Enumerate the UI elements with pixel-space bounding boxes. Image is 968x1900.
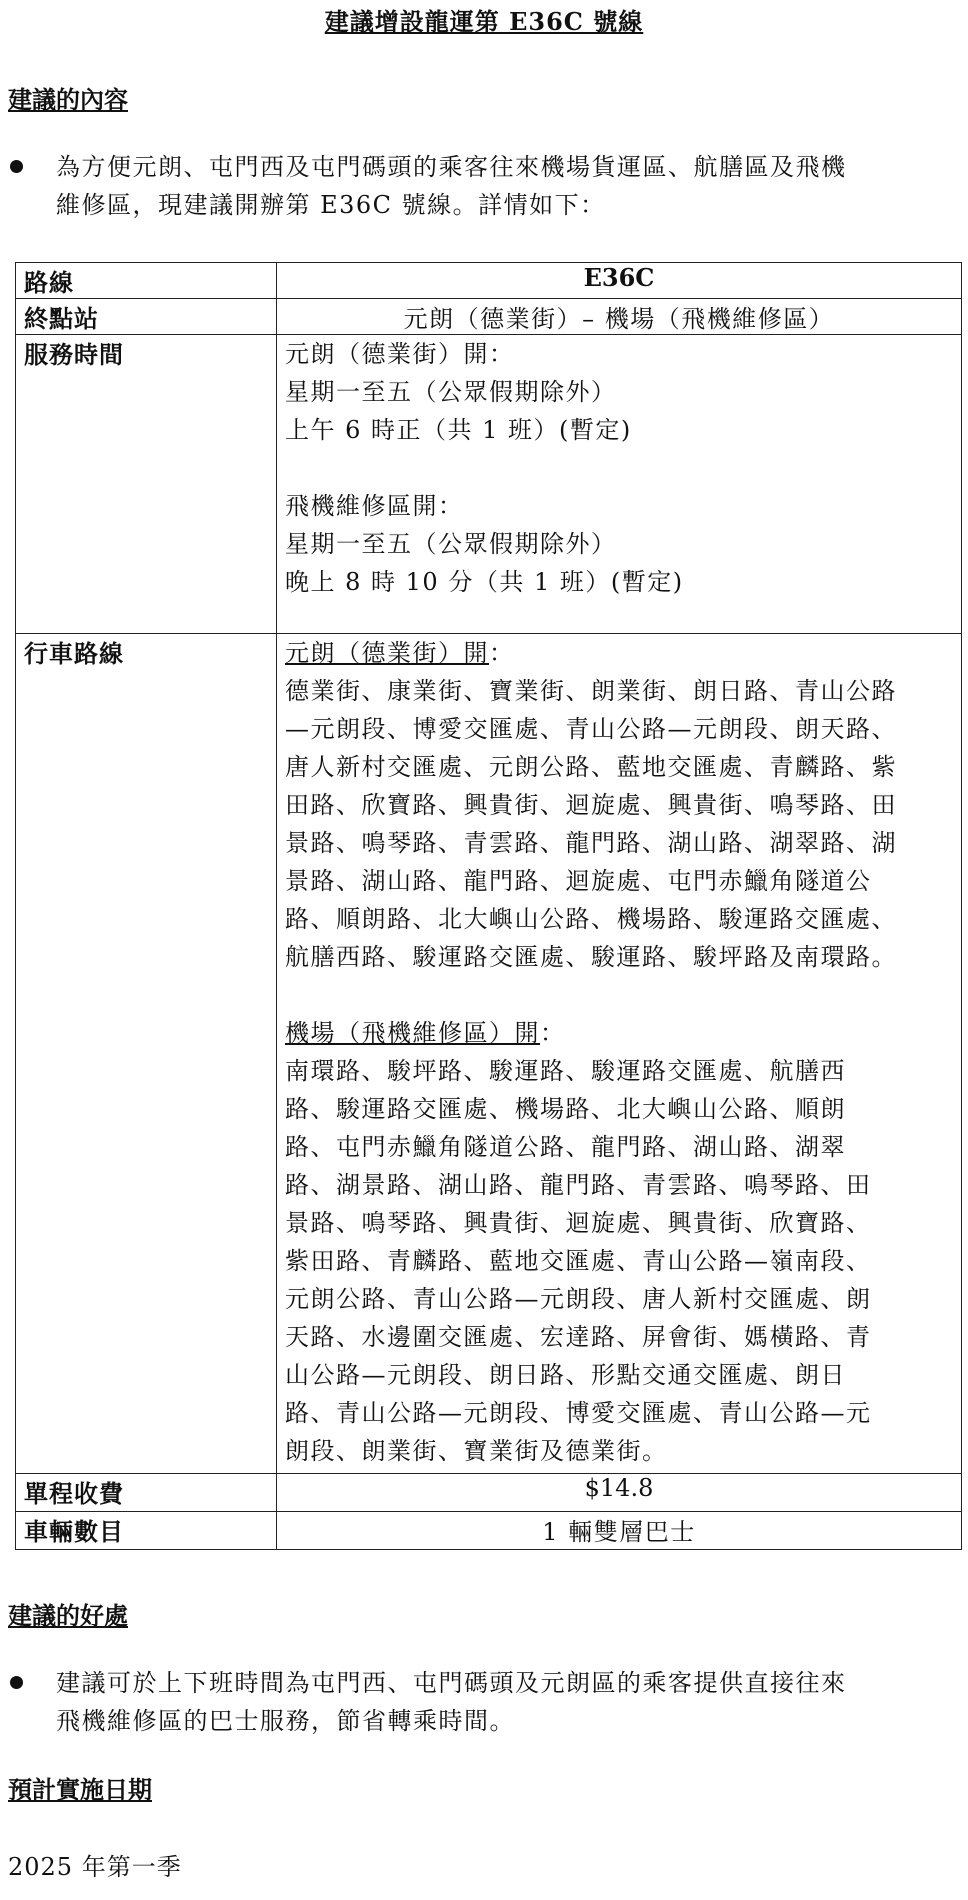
route-value: E36C [277,263,962,299]
routing-a-line: 景路、湖山路、龍門路、迴旋處、屯門赤鱲角隧道公 [285,867,872,895]
routing-b-line: 路、湖景路、湖山路、龍門路、青雲路、鳴琴路、田 [285,1171,872,1199]
intro-line-1: 為方便元朗、屯門西及屯門碼頭的乘客往來機場貨運區、航膳區及飛機 [56,153,847,181]
routing-b-line: 路、屯門赤鱲角隧道公路、龍門路、湖山路、湖翠 [285,1133,846,1161]
benefit-line-1: 建議可於上下班時間為屯門西、屯門碼頭及元朗區的乘客提供直接往來 [56,1669,847,1697]
table-row-route [16,263,962,299]
bullet-icon [10,160,23,173]
document-title: 建議增設龍運第 E36C 號線 [324,7,644,36]
routing-b-line: 景路、鳴琴路、興貴街、迴旋處、興貴街、欣寶路、 [285,1209,872,1237]
hours-b-origin: 飛機維修區開： [285,492,464,520]
routing-a-colon: ： [489,639,515,667]
routing-label: 行車路線 [16,634,277,1474]
routing-a-origin: 元朗（德業街）開 [285,639,489,667]
routing-a-line: 德業街、康業街、寶業街、朗業街、朗日路、青山公路 [285,677,897,705]
table-row-terminal [16,299,962,335]
table-row-vehicles [16,1512,962,1550]
routing-a-line: 航膳西路、駿運路交匯處、駿運路、駿坪路及南環路。 [285,943,897,971]
routing-b-line: 路、青山公路—元朗段、博愛交匯處、青山公路—元 [285,1399,872,1427]
hours-a-days: 星期一至五（公眾假期除外） [285,378,617,406]
section-heading-content: 建議的內容 [8,85,128,114]
route-details-table [15,262,962,1550]
routing-a-line: 田路、欣寶路、興貴街、迴旋處、興貴街、鳴琴路、田 [285,791,897,819]
routing-b-line: 南環路、駿坪路、駿運路、駿運路交匯處、航膳西 [285,1057,846,1085]
intro-line-2: 維修區，現建議開辦第 E36C 號線。詳情如下： [56,191,606,219]
route-label: 路線 [16,263,277,299]
implementation-date: 2025 年第一季 [8,1853,182,1881]
vehicles-label: 車輛數目 [16,1512,277,1550]
routing-value [277,634,962,1474]
hours-a-time: 上午 6 時正（共 1 班）(暫定) [285,416,632,444]
terminal-value: 元朗（德業街）– 機場（飛機維修區） [277,299,962,335]
table-row-fare [16,1474,962,1512]
routing-a-line: 景路、鳴琴路、青雲路、龍門路、湖山路、湖翠路、湖 [285,829,897,857]
routing-a-line: 唐人新村交匯處、元朗公路、藍地交匯處、青麟路、紫 [285,753,897,781]
hours-a-origin: 元朗（德業街）開： [285,340,515,368]
fare-value: $14.8 [277,1474,962,1512]
routing-b-line: 朗段、朗業街、寶業街及德業街。 [285,1437,668,1465]
intro-bullet [10,148,950,224]
routing-a-line: 路、順朗路、北大嶼山公路、機場路、駿運路交匯處、 [285,905,897,933]
section-heading-date: 預計實施日期 [8,1775,152,1804]
routing-b-line: 山公路—元朗段、朗日路、形點交通交匯處、朗日 [285,1361,846,1389]
routing-b-line: 天路、水邊圍交匯處、宏達路、屏會街、媽橫路、青 [285,1323,872,1351]
section-heading-benefits: 建議的好處 [8,1601,128,1630]
routing-b-line: 路、駿運路交匯處、機場路、北大嶼山公路、順朗 [285,1095,846,1123]
hours-value [277,335,962,634]
routing-b-line: 紫田路、青麟路、藍地交匯處、青山公路—嶺南段、 [285,1247,872,1275]
table-row-hours [16,335,962,634]
routing-b-colon: ： [540,1019,566,1047]
hours-b-time: 晚上 8 時 10 分（共 1 班）(暫定) [285,568,684,596]
routing-b-heading [285,1014,953,1052]
benefit-line-2: 飛機維修區的巴士服務，節省轉乘時間。 [56,1707,515,1735]
bullet-icon [10,1676,23,1689]
routing-b-line: 元朗公路、青山公路—元朗段、唐人新村交匯處、朗 [285,1285,872,1313]
routing-a-heading [285,634,953,672]
benefit-bullet [10,1664,950,1740]
fare-label: 單程收費 [16,1474,277,1512]
routing-a-line: —元朗段、博愛交匯處、青山公路—元朗段、朗天路、 [285,715,897,743]
terminal-label: 終點站 [16,299,277,335]
routing-b-origin: 機場（飛機維修區）開 [285,1019,540,1047]
hours-b-days: 星期一至五（公眾假期除外） [285,530,617,558]
vehicles-value: 1 輛雙層巴士 [277,1512,962,1550]
table-row-routing [16,634,962,1474]
hours-label: 服務時間 [16,335,277,634]
